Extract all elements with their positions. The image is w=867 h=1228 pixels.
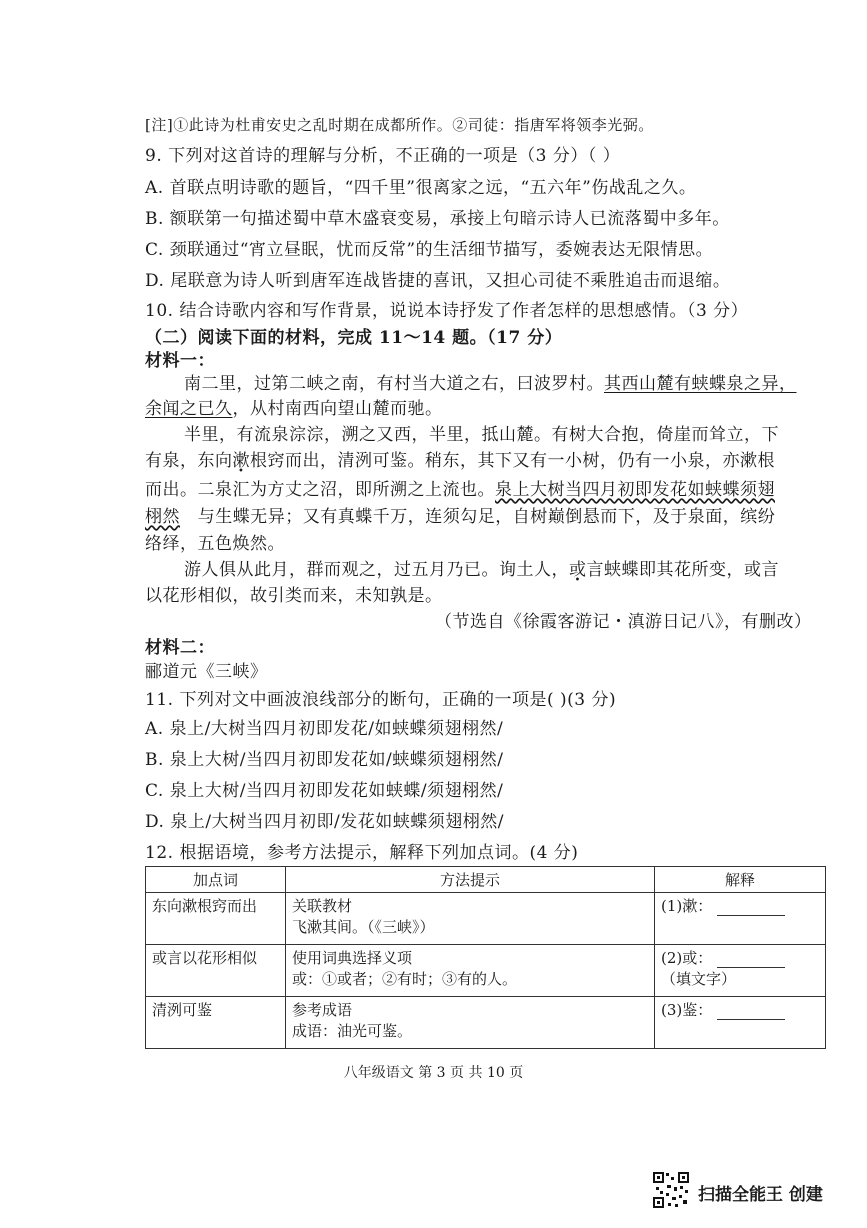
table-cell-answer: [655, 945, 826, 997]
material-1-para-2-line-1: 半里，有流泉淙淙，溯之又西，半里，抵山麓。有树大合抱，倚崖而耸立，下: [184, 425, 779, 445]
dotted-word: 漱: [232, 451, 250, 471]
q9-option-b: B. 额联第一句描述蜀中草木盛衰变易，承接上句暗示诗人已流落蜀中多年。: [145, 209, 730, 229]
wavy-underlined-text: 泉上大树当四月初即发花如蛱蝶须翅: [495, 480, 775, 500]
material-2-author: 郦道元《三峡》: [145, 662, 268, 682]
text-span: 有泉，东向: [145, 451, 233, 471]
wavy-underlined-text: 栩然: [145, 507, 180, 527]
q9-option-c: C. 颈联通过“宵立昼眠，忧而反常”的生活细节描写，委婉表达无限情思。: [145, 240, 714, 260]
material-1-para-3-line-2: 以花形相似，故引类而来，未知孰是。: [145, 586, 443, 606]
table-cell-hint: [286, 893, 655, 945]
table-row: [146, 893, 826, 945]
material-1-label: 材料一：: [145, 351, 215, 371]
answer-label: (3)鉴：: [661, 1001, 713, 1019]
q9-stem: 9. 下列对这首诗的理解与分析，不正确的一项是（3 分）（ ）: [145, 146, 621, 166]
table-cell-word: 或言以花形相似: [146, 945, 286, 997]
q12-stem: 12. 根据语境，参考方法提示，解释下列加点词。(4 分): [145, 843, 579, 863]
hint-line: 关联教材: [292, 897, 353, 915]
underlined-text: 其西山麓有蛱蝶泉之异，: [604, 374, 797, 394]
text-span: 与生蝶无异；又有真蝶千万，连须勾足，自树巅倒悬而下，及于泉面，缤纷: [197, 507, 776, 527]
q11-option-c: C. 泉上大树/当四月初即发花如蛱蝶/须翅栩然/: [145, 781, 504, 801]
material-1-para-1-line-2: [145, 398, 443, 420]
answer-label: (1)漱：: [661, 897, 713, 915]
answer-blank[interactable]: [717, 953, 785, 968]
material-1-para-2-line-4: [145, 506, 775, 528]
poem-note: [注]①此诗为杜甫安史之乱时期在成都所作。②司徒：指唐军将领李光弼。: [145, 116, 654, 134]
q12-table: [145, 866, 826, 1049]
table-row: [146, 945, 826, 997]
q10-stem: 10. 结合诗歌内容和写作背景，说说本诗抒发了作者怎样的思想感情。（3 分）: [145, 301, 749, 321]
dotted-word: 或: [569, 560, 587, 580]
text-span: 游人俱从此月，群而观之，过五月乃已。询土人，: [184, 560, 569, 580]
table-header: 方法提示: [286, 867, 655, 893]
material-1-source: （节选自《徐霞客游记・滇游日记八》，有删改）: [435, 612, 812, 632]
section-2-heading: （二）阅读下面的材料，完成 11～14 题。（17 分）: [145, 328, 563, 348]
material-1-para-2-line-5: 络绎，五色焕然。: [145, 534, 285, 554]
answer-blank[interactable]: [717, 1005, 785, 1020]
table-header-row: [146, 867, 826, 893]
table-header: 加点词: [146, 867, 286, 893]
table-cell-word: 东向漱根窍而出: [146, 893, 286, 945]
hint-line: 参考成语: [292, 1001, 353, 1019]
material-1-para-2-line-3: [145, 479, 775, 501]
table-cell-hint: [286, 945, 655, 997]
material-1-para-3-line-1: [184, 559, 779, 581]
q11-option-b: B. 泉上大树/当四月初即发花如/蛱蝶须翅栩然/: [145, 750, 504, 770]
text-span: 而出。二泉汇为方丈之沼，即所溯之上流也。: [145, 480, 495, 500]
table-header: 解释: [655, 867, 826, 893]
answer-blank[interactable]: [717, 901, 785, 916]
q11-option-a: A. 泉上/大树当四月初即发花/如蛱蝶须翅栩然/: [145, 719, 504, 739]
q9-option-a: A. 首联点明诗歌的题旨，“四千里”很离家之远，“五六年”伤战乱之久。: [145, 178, 697, 198]
scanner-watermark: 扫描全能王 创建: [698, 1185, 823, 1205]
q11-option-d: D. 泉上/大树当四月初即/发花如蛱蝶须翅栩然/: [145, 812, 505, 832]
material-2-label: 材料二：: [145, 638, 215, 658]
text-span: 南二里，过第二峡之南，有村当大道之右，曰波罗村。: [184, 374, 604, 394]
table-cell-answer: [655, 997, 826, 1049]
text-span: ，从村南西向望山麓而驰。: [232, 399, 443, 419]
page-footer: 八年级语文 第 3 页 共 10 页: [343, 1065, 524, 1081]
qr-code-icon: [652, 1171, 690, 1209]
hint-line: 飞漱其间。（《三峡》）: [292, 918, 435, 936]
table-row: [146, 997, 826, 1049]
material-1-para-2-line-2: [145, 450, 775, 472]
underlined-text: 余闻之已久: [145, 399, 233, 419]
answer-note: （填文字）: [661, 970, 737, 988]
table-cell-hint: [286, 997, 655, 1049]
hint-line: 使用词典选择义项: [292, 949, 413, 967]
hint-line: 或：①或者；②有时；③有的人。: [292, 970, 518, 988]
hint-line: 成语：油光可鉴。: [292, 1022, 413, 1040]
q11-stem: 11. 下列对文中画波浪线部分的断句，正确的一项是( )(3 分): [145, 690, 617, 710]
q9-option-d: D. 尾联意为诗人听到唐军连战皆捷的喜讯，又担心司徒不乘胜追击而退缩。: [145, 271, 731, 291]
material-1-para-1-line-1: [184, 373, 797, 395]
answer-label: (2)或：: [661, 949, 713, 967]
text-span: 言蛱蝶即其花所变，或言: [586, 560, 779, 580]
text-span: 根窍而出，清洌可鉴。稍东，其下又有一小树，仍有一小泉，亦漱根: [250, 451, 775, 471]
table-cell-word: 清洌可鉴: [146, 997, 286, 1049]
table-cell-answer: [655, 893, 826, 945]
